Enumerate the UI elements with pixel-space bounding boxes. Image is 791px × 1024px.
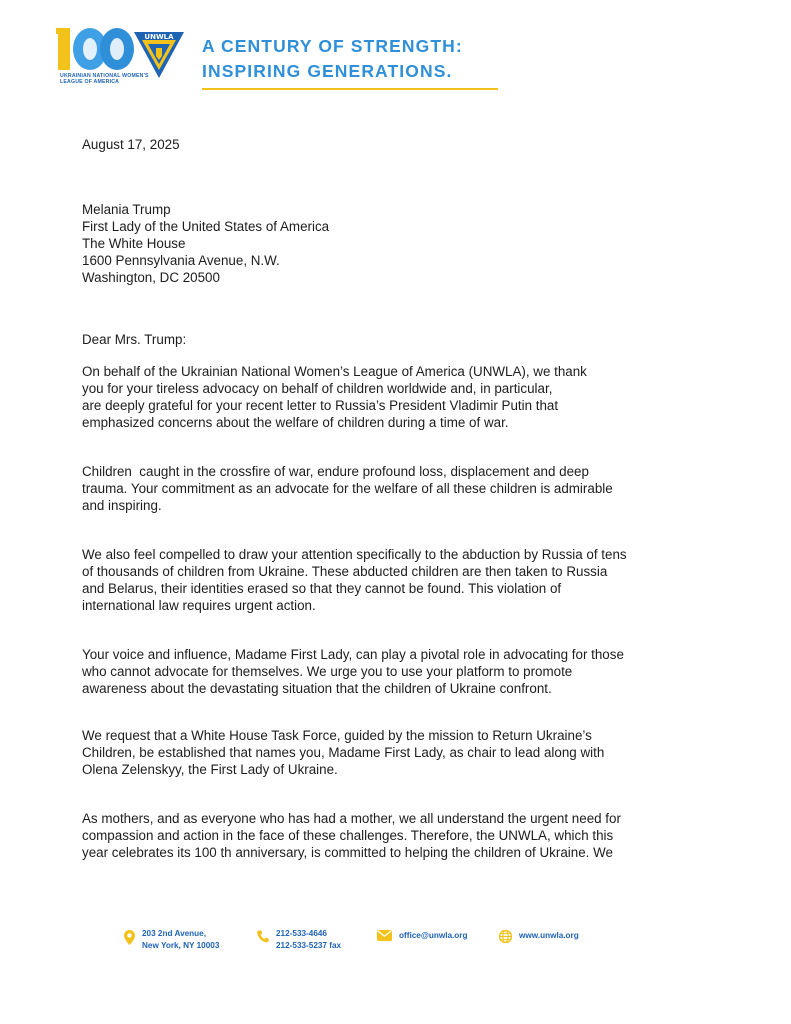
letter-date: August 17, 2025 [82,137,180,152]
paragraph-line: We request that a White House Task Force, guided by the mission to Return Ukraine’s [82,728,592,743]
phone-icon [257,930,269,943]
footer-email-address[interactable]: office@unwla.org [399,931,468,940]
footer-phone [257,928,341,952]
paragraph-line: Your voice and influence, Madame First Lady, can play a pivotal role in advocating for those [82,647,624,662]
paragraph-line: awareness about the devastating situation that the children of Ukraine confront. [82,681,552,696]
globe-icon [499,930,512,943]
paragraph-line: Children, be established that names you, Madame First Lady, as chair to lead along with [82,745,605,760]
paragraph-line: emphasized concerns about the welfare of children during a time of war. [82,415,509,430]
paragraph-line: We also feel compelled to draw your attention specifically to the abduction by Russia of tens [82,547,627,562]
paragraph-line: trauma. Your commitment as an advocate for the welfare of all these children is admirable [82,481,613,496]
paragraph-line: who cannot advocate for themselves. We urge you to use your platform to promote [82,664,573,679]
recipient-address [82,201,329,286]
footer-email[interactable] [377,928,467,942]
body-paragraph-6 [82,810,722,861]
paragraph-line: international law requires urgent action. [82,598,316,613]
logo-badge-text: UNWLA [144,33,174,41]
paragraph-line: of thousands of children from Ukraine. These abducted children are then taken to Russia [82,564,608,579]
paragraph-line: Children caught in the crossfire of war, endure profound loss, displacement and deep [82,464,589,479]
footer-website[interactable] [499,928,579,943]
body-paragraph-1 [82,363,722,431]
location-pin-icon [124,930,135,945]
tagline-underline [202,88,498,90]
footer-address-line-2: New York, NY 10003 [142,941,220,950]
recipient-address-line: The White House [82,236,186,251]
tagline [202,34,463,84]
recipient-title: First Lady of the United States of America [82,219,330,234]
body-paragraph-2 [82,463,722,514]
footer-address-line-1: 203 2nd Avenue, [142,929,207,938]
paragraph-line: Olena Zelenskyy, the First Lady of Ukraine. [82,762,338,777]
body-paragraph-5 [82,727,722,778]
salutation: Dear Mrs. Trump: [82,332,187,347]
footer-phone-number: 212-533-4646 [276,929,327,938]
paragraph-line: year celebrates its 100 th anniversary, is committed to helping the children of Ukraine. We [82,845,613,860]
recipient-address-line: 1600 Pennsylvania Avenue, N.W. [82,253,280,268]
footer-website-url[interactable]: www.unwla.org [519,931,579,940]
logo-org-name: UKRAINIAN NATIONAL WOMEN'S LEAGUE OF AMERICA [60,73,149,85]
footer-fax-number: 212-533-5237 fax [276,941,342,950]
paragraph-line: compassion and action in the face of these challenges. Therefore, the UNWLA, which this [82,828,614,843]
paragraph-line: are deeply grateful for your recent letter to Russia’s President Vladimir Putin that [82,398,559,413]
paragraph-line: you for your tireless advocacy on behalf of children worldwide and, in particular, [82,381,553,396]
paragraph-line: and inspiring. [82,498,162,513]
body-paragraph-4 [82,646,722,697]
envelope-icon [377,930,392,941]
recipient-address-line: Washington, DC 20500 [82,270,220,285]
paragraph-line: On behalf of the Ukrainian National Women’s League of America (UNWLA), we thank [82,364,587,379]
paragraph-line: As mothers, and as everyone who has had a mother, we all understand the urgent need for [82,811,621,826]
tagline-line-1: A CENTURY OF STRENGTH: [202,36,463,56]
logo-digit-one [58,28,70,70]
tagline-line-2: INSPIRING GENERATIONS. [202,61,453,81]
footer-address [124,928,219,952]
body-paragraph-3 [82,546,722,614]
recipient-name: Melania Trump [82,202,171,217]
paragraph-line: and Belarus, their identities erased so that they cannot be found. This violation of [82,581,562,596]
